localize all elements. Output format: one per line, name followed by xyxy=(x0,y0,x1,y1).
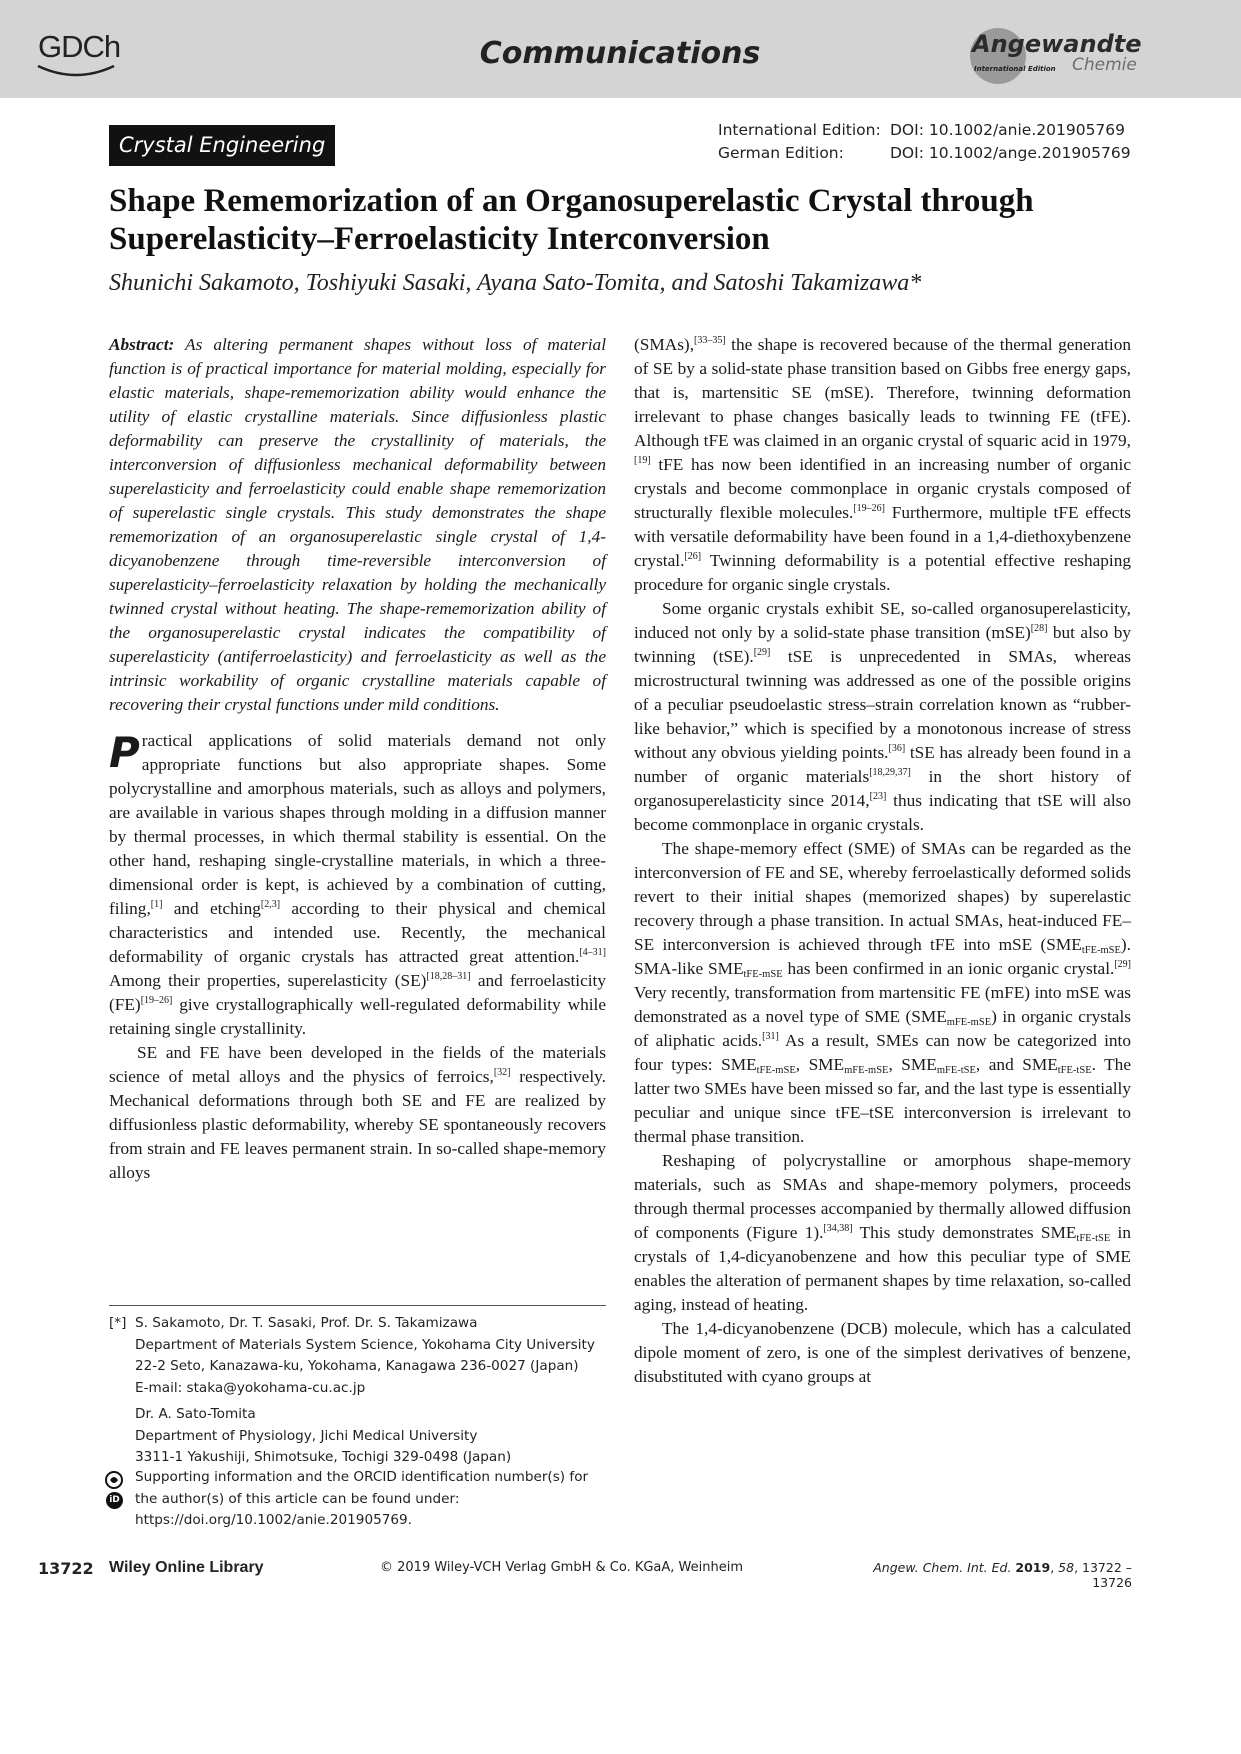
citation-ref[interactable]: [18,28–31] xyxy=(426,971,471,982)
subscript: tFE-tSE xyxy=(1057,1065,1092,1076)
journal-logo-edition: International Edition xyxy=(974,65,1056,73)
text: Very recently, transformation from martensitic FE (mFE) into mSE was demonstrated as a novel type of SME (SME xyxy=(634,983,1131,1026)
text: , SME xyxy=(795,1055,845,1074)
citation-ref[interactable]: [2,3] xyxy=(260,899,281,910)
citation-ref[interactable]: [19] xyxy=(634,455,651,466)
text: ractical applications of solid materials demand not only appropriate functions but also appropriate shapes. Some polycrystalline and amorphous materials, such as alloys and polymers, are available in various shapes through molding in a diffusion manner by thermal processes, in which thermal stability is essential. On the other hand, reshaping single-crystalline materials, in which a three-dimensional order is kept, is achieved by a combination of cutting, filing, xyxy=(109,731,606,918)
citation-ref[interactable]: [31] xyxy=(762,1031,779,1042)
journal-citation: Angew. Chem. Int. Ed. 2019, 58, 13722 –13726 xyxy=(873,1560,1132,1590)
citation-ref[interactable]: [23] xyxy=(869,791,887,802)
citation-year: 2019 xyxy=(1015,1560,1051,1575)
text: and etching xyxy=(162,899,261,918)
affiliation-dept: Department of Materials System Science, Yokohama City University xyxy=(135,1336,595,1353)
text: The shape-memory effect (SME) of SMAs can be regarded as the interconversion of FE and SE, whereby ferroelastically deformed solids revert to their initial shapes (memorized shapes) by superelastic recovery through a phase transition. In actual SMAs, heat-induced FE–SE interconversion is achieved through tFE into mSE (SME xyxy=(634,839,1131,954)
wiley-online-library-link[interactable]: Wiley Online Library xyxy=(109,1559,264,1576)
text: give crystallographically well-regulated deformability while retaining single crystallinity. xyxy=(109,995,606,1038)
text: The 1,4-dicyanobenzene (DCB) molecule, which has a calculated dipole moment of zero, is one of the simplest derivatives of benzene, disubstituted with cyano groups at xyxy=(634,1319,1131,1386)
affiliation-names: S. Sakamoto, Dr. T. Sasaki, Prof. Dr. S. Takamizawa xyxy=(135,1315,478,1331)
page-number: 13722 xyxy=(38,1559,94,1578)
article-title: Shape Rememorization of an Organosuperelastic Crystal through Superelasticity–Ferroelasticity Interconversion xyxy=(109,183,1034,257)
text: tFE has now been identified in an increasing number of organic crystals and become commonplace in organic crystals composed of structurally flexible molecules. xyxy=(634,455,1131,522)
citation-ref[interactable]: [33–35] xyxy=(694,335,726,346)
orcid-icon: iD xyxy=(106,1492,123,1509)
citation-ref[interactable]: [34,38] xyxy=(823,1223,853,1234)
doi-german-link[interactable]: DOI: 10.1002/ange.201905769 xyxy=(890,144,1131,162)
author-list: Shunichi Sakamoto, Toshiyuki Sasaki, Ayana Sato-Tomita, and Satoshi Takamizawa* xyxy=(109,270,922,296)
text: thus indicating that tSE will also become commonplace in organic crystals. xyxy=(634,791,1131,834)
citation-ref[interactable]: [26] xyxy=(684,551,702,562)
text: Among their properties, superelasticity (SE) xyxy=(109,971,427,990)
body-paragraph-1 xyxy=(109,729,606,1041)
subscript: mFE-tSE xyxy=(936,1065,976,1076)
body-paragraph-6 xyxy=(634,1149,1131,1317)
text: ). SMA-like SME xyxy=(634,935,1131,978)
right-column xyxy=(634,333,1131,1389)
abstract-text: As altering permanent shapes without loss of material function is of practical importance for material molding, especially for elastic materials, shape-rememorization ability would enhance the utility of elastic crystalline materials. Since diffusionless plastic deformability can preserve the crystallinity of materials, the interconversion of diffusionless mechanical deformability between superelasticity and ferroelasticity could enable shape rememorization of superelastic single crystals. This study demonstrates the shape rememorization of an organosuperelastic single crystal of 1,4-dicyanobenzene through time-reversible interconversion of superelasticity–ferroelasticity relaxation by holding the mechanically twinned crystal without heating. The shape-rememorization ability of the organosuperelastic crystal indicates the compatibility of superelasticity (antiferroelasticity) and ferroelasticity as well as the intrinsic workability of organic crystalline materials capable of recovering their crystal functions under mild conditions. xyxy=(109,335,606,714)
citation-ref[interactable]: [19–26] xyxy=(853,503,886,514)
citation-ref[interactable]: [18,29,37] xyxy=(869,767,911,778)
section-heading: Communications xyxy=(479,36,761,71)
text: Reshaping of polycrystalline or amorphous shape-memory materials, such as SMAs and shape-memory polymers, proceeds through thermal processes accompanied by thermally allowed diffusion of components (Figure 1). xyxy=(634,1151,1131,1242)
text: in the short history of organosuperelasticity since 2014, xyxy=(634,767,1131,810)
text: , SME xyxy=(888,1055,937,1074)
body-paragraph-7 xyxy=(634,1317,1131,1389)
citation-volume: 58 xyxy=(1058,1560,1075,1575)
text: (SMAs), xyxy=(634,335,695,354)
footnote-mark: [*] xyxy=(109,1315,127,1331)
text: This study demonstrates SME xyxy=(852,1223,1077,1242)
affiliations xyxy=(109,1313,609,1469)
angewandte-logo xyxy=(970,24,1145,84)
affiliation-dept: Department of Physiology, Jichi Medical University xyxy=(135,1427,478,1444)
abstract-label: Abstract: xyxy=(109,335,175,354)
affiliation-address: 3311-1 Yakushiji, Shimotsuke, Tochigi 329-0498 (Japan) xyxy=(135,1449,512,1465)
citation-ref[interactable]: [19–26] xyxy=(140,995,173,1006)
gdch-logo-text: GDCh xyxy=(38,29,121,64)
drop-cap: P xyxy=(109,728,140,777)
subscript: tFE-mSE xyxy=(756,1065,796,1076)
text: respectively. Mechanical deformations through both SE and FE are realized by diffusionless plastic deformability, whereby SE spontaneously recovers from strain and FE leaves permanent strain. In so-called shape-memory alloys xyxy=(109,1067,606,1182)
citation-ref[interactable]: [1] xyxy=(150,899,163,910)
left-column xyxy=(109,333,606,1185)
copyright: © 2019 Wiley-VCH Verlag GmbH & Co. KGaA, Weinheim xyxy=(380,1560,744,1575)
category-tag: Crystal Engineering xyxy=(109,125,335,166)
text: Some organic crystals exhibit SE, so-called organosuperelasticity, induced not only by a solid-state phase transition (mSE) xyxy=(634,599,1131,642)
text: ) in organic crystals of aliphatic acids. xyxy=(634,1007,1131,1050)
doi-block xyxy=(718,119,1131,165)
text: according to their physical and chemical characteristics and intended use. Recently, the mechanical deformability of organic crystals has attracted great attention. xyxy=(109,899,606,966)
text: and ferroelasticity (FE) xyxy=(109,971,606,1014)
text: . The latter two SMEs have been missed so far, and the last type is essentially peculiar and unique since tFE–tSE interconversion is irrelevant to thermal phase transition. xyxy=(634,1055,1131,1146)
text: tSE is unprecedented in SMAs, whereas microstructural twinning was addressed as one of the possible origins of a peculiar pseudoelastic stress–strain correlation known as “rubber-like behavior,” which is specified by a monotonous increase of stress without any obvious yielding points. xyxy=(634,647,1131,762)
text: As a result, SMEs can now be categorized into four types: SME xyxy=(634,1031,1131,1074)
subscript: tFE-mSE xyxy=(743,969,783,980)
body-paragraph-2 xyxy=(109,1041,606,1185)
citation-ref[interactable]: [29] xyxy=(1114,959,1131,970)
gdch-logo xyxy=(38,30,128,82)
gdch-logo-swoosh xyxy=(36,64,116,80)
supporting-info[interactable]: Supporting information and the ORCID identification number(s) for the author(s) of this article can be found under: https://doi.org/10.1002/anie.201905769. xyxy=(135,1469,589,1528)
text: in crystals of 1,4-dicyanobenzene and how this peculiar type of SME enables the alteration of permanent shapes by time relaxation, so-called aging, instead of heating. xyxy=(634,1223,1131,1314)
body-paragraph-5 xyxy=(634,837,1131,1149)
subscript: tFE-tSE xyxy=(1076,1233,1111,1244)
text: but also by twinning (tSE). xyxy=(634,623,1131,666)
abstract xyxy=(109,333,606,717)
doi-german-label: German Edition: xyxy=(718,144,844,162)
journal-logo-name: Angewandte xyxy=(972,30,1142,58)
subscript: mFE-mSE xyxy=(844,1065,889,1076)
text: the shape is recovered because of the thermal generation of SE by a solid-state phase transition based on Gibbs free energy gaps, that is, martensitic SE (mSE). Therefore, twinning deformation irrelevant to phase changes basically leads to twinning FE (tFE). Although tFE was claimed in an organic crystal of squaric acid in 1979, xyxy=(634,335,1131,450)
affiliation-address: 22-2 Seto, Kanazawa-ku, Yokohama, Kanagawa 236-0027 (Japan) xyxy=(135,1358,579,1374)
citation-journal: Angew. Chem. Int. Ed. xyxy=(873,1560,1012,1575)
body-paragraph-3 xyxy=(634,333,1131,597)
affiliation-1 xyxy=(109,1313,609,1399)
text: SE and FE have been developed in the fields of the materials science of metal alloys and the physics of ferroics, xyxy=(109,1043,606,1086)
journal-logo-sub: Chemie xyxy=(1072,55,1137,75)
doi-international-label: International Edition: xyxy=(718,121,881,139)
affiliation-2 xyxy=(109,1404,609,1469)
text: has been confirmed in an ionic organic crystal. xyxy=(782,959,1115,978)
citation-ref[interactable]: [28] xyxy=(1030,623,1048,634)
footnote-rule xyxy=(109,1305,606,1306)
text: Furthermore, multiple tFE effects with versatile deformability have been found in a 1,4-diethoxybenzene crystal. xyxy=(634,503,1131,570)
subscript: tFE-mSE xyxy=(1081,945,1121,956)
text: Twinning deformability is a potential effective reshaping procedure for organic single crystals. xyxy=(634,551,1131,594)
citation-ref[interactable]: [36] xyxy=(888,743,906,754)
affiliation-email[interactable]: E-mail: staka@yokohama-cu.ac.jp xyxy=(135,1379,366,1396)
citation-ref[interactable]: [29] xyxy=(753,647,771,658)
affiliation-names: Dr. A. Sato-Tomita xyxy=(135,1406,256,1422)
subscript: mFE-mSE xyxy=(946,1017,992,1028)
citation-ref[interactable]: [32] xyxy=(493,1067,511,1078)
text: , and SME xyxy=(975,1055,1058,1074)
citation-pages: , 13722 –13726 xyxy=(1074,1560,1132,1590)
text: tSE has already been found in a number of organic materials xyxy=(634,743,1131,786)
doi-international-link[interactable]: DOI: 10.1002/anie.201905769 xyxy=(890,121,1126,139)
citation-ref[interactable]: [4–31] xyxy=(579,947,606,958)
body-paragraph-4 xyxy=(634,597,1131,837)
